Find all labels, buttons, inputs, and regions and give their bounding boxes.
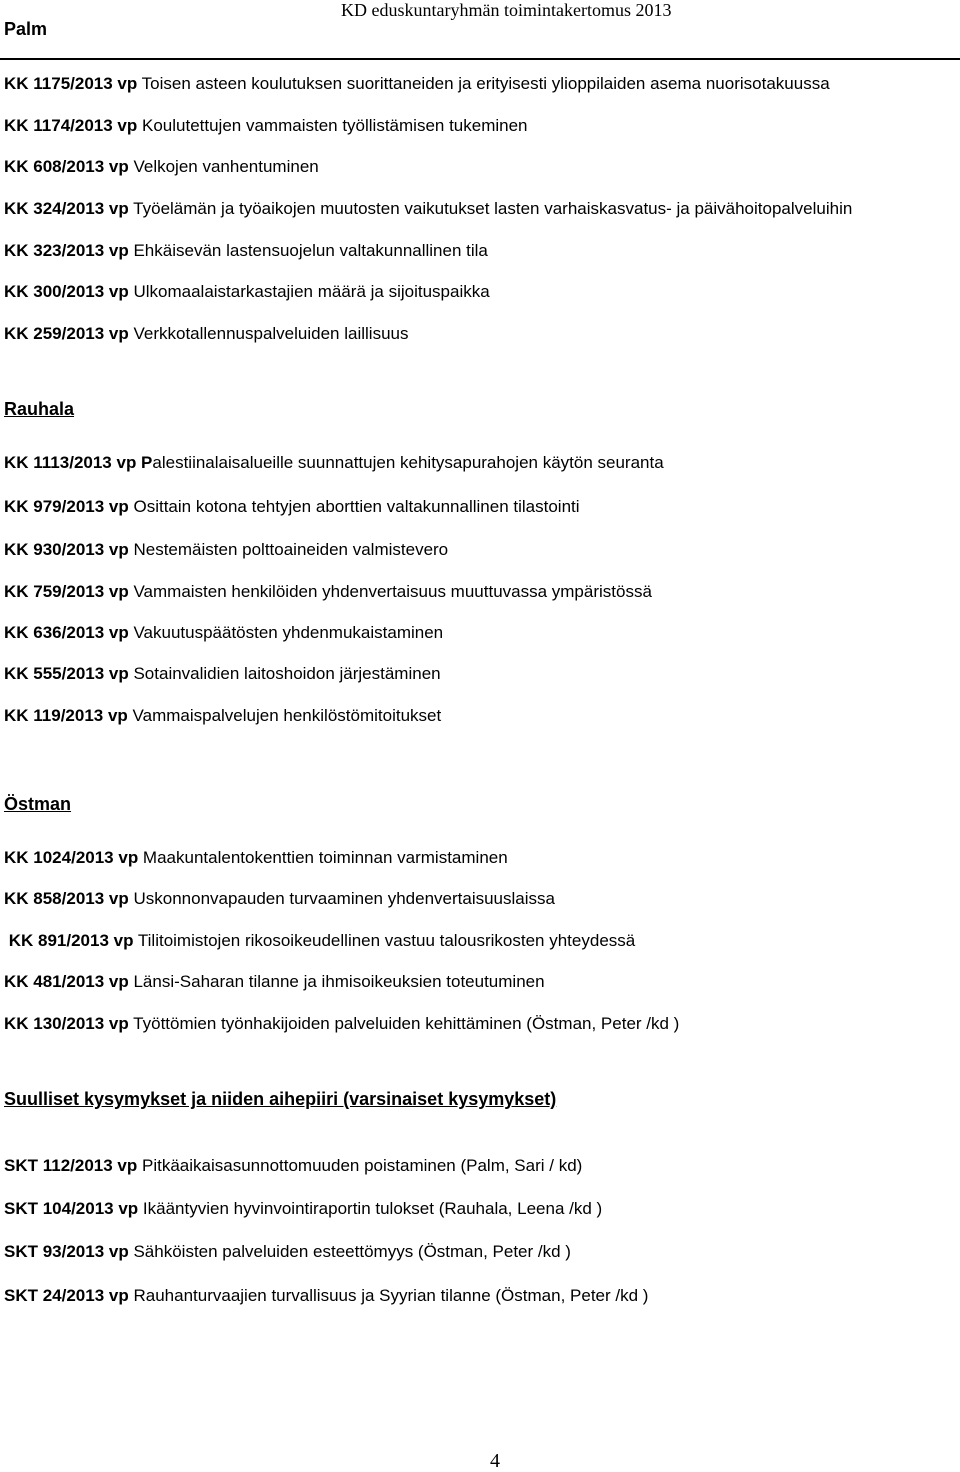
list-item [4, 73, 830, 95]
question-code: KK 481/2013 vp [4, 972, 129, 991]
question-code: KK 1113/2013 vp P [4, 453, 153, 472]
list-item [4, 281, 490, 303]
question-code: KK 891/2013 vp [4, 931, 134, 950]
question-code: KK 555/2013 vp [4, 664, 129, 683]
question-code: KK 759/2013 vp [4, 582, 129, 601]
list-item [4, 888, 555, 910]
list-item [4, 323, 408, 345]
list-item [4, 581, 652, 603]
list-item [4, 622, 443, 644]
question-code: KK 1024/2013 vp [4, 848, 139, 867]
question-code: SKT 93/2013 vp [4, 1242, 129, 1261]
list-item [4, 156, 319, 178]
question-title: Osittain kotona tehtyjen aborttien valtakunnallinen tilastointi [128, 497, 580, 516]
list-item [4, 1155, 582, 1177]
list-item [4, 847, 508, 869]
list-item [4, 452, 664, 474]
question-code: KK 300/2013 vp [4, 282, 129, 301]
header-document-title: KD eduskuntaryhmän toimintakertomus 2013 [341, 0, 672, 20]
question-code: KK 930/2013 vp [4, 540, 129, 559]
list-item [4, 240, 488, 262]
section-heading-oral-questions: Suulliset kysymykset ja niiden aihepiiri (varsinaiset kysymykset) [4, 1089, 557, 1109]
list-item [4, 1013, 679, 1035]
list-item [4, 1241, 571, 1263]
question-code: KK 1175/2013 vp [4, 74, 138, 93]
question-title: Ehkäisevän lastensuojelun valtakunnallinen tila [128, 241, 488, 260]
question-code: KK 858/2013 vp [4, 889, 129, 908]
header-divider [0, 58, 960, 60]
question-code: KK 130/2013 vp [4, 1014, 129, 1033]
list-item [4, 539, 448, 561]
question-title: Ulkomaalaistarkastajien määrä ja sijoituspaikka [128, 282, 490, 301]
section-heading-ostman: Östman [4, 794, 72, 814]
header-author-name: Palm [4, 19, 48, 39]
question-title: Vammaispalvelujen henkilöstömitoitukset [127, 706, 442, 725]
question-code: SKT 24/2013 vp [4, 1286, 129, 1305]
question-title: Ikääntyvien hyvinvointiraportin tulokset (Rauhala, Leena /kd ) [138, 1199, 603, 1218]
list-item [4, 198, 852, 220]
list-item [4, 663, 441, 685]
question-title: Pitkäaikaisasunnottomuuden poistaminen (Palm, Sari / kd) [137, 1156, 583, 1175]
section-heading-rauhala: Rauhala [4, 399, 75, 419]
question-title: Sotainvalidien laitoshoidon järjestäminen [128, 664, 441, 683]
question-code: KK 608/2013 vp [4, 157, 129, 176]
question-title: Velkojen vanhentuminen [128, 157, 319, 176]
question-title: alestiinalaisalueille suunnattujen kehitysapurahojen käytön seuranta [152, 453, 664, 472]
question-code: KK 323/2013 vp [4, 241, 129, 260]
question-code: KK 324/2013 vp [4, 199, 129, 218]
list-item [4, 1285, 648, 1307]
question-code: KK 979/2013 vp [4, 497, 129, 516]
question-title: Maakuntalentokenttien toiminnan varmistaminen [138, 848, 508, 867]
question-code: KK 1174/2013 vp [4, 116, 138, 135]
question-code: KK 119/2013 vp [4, 706, 128, 725]
list-item [4, 930, 635, 952]
page-number: 4 [490, 1450, 500, 1472]
question-title: Työelämän ja työaikojen muutosten vaikutukset lasten varhaiskasvatus- ja päivähoitopalveluihin [128, 199, 853, 218]
question-title: Koulutettujen vammaisten työllistämisen tukeminen [137, 116, 528, 135]
question-title: Länsi-Saharan tilanne ja ihmisoikeuksien toteutuminen [128, 972, 545, 991]
question-title: Vammaisten henkilöiden yhdenvertaisuus muuttuvassa ympäristössä [128, 582, 652, 601]
question-title: Vakuutuspäätösten yhdenmukaistaminen [128, 623, 444, 642]
question-code: KK 636/2013 vp [4, 623, 129, 642]
list-item [4, 496, 580, 518]
question-title: Verkkotallennuspalveluiden laillisuus [128, 324, 409, 343]
list-item [4, 971, 545, 993]
question-title: Rauhanturvaajien turvallisuus ja Syyrian tilanne (Östman, Peter /kd ) [128, 1286, 649, 1305]
question-title: Nestemäisten polttoaineiden valmistevero [128, 540, 449, 559]
question-code: KK 259/2013 vp [4, 324, 129, 343]
question-code: SKT 112/2013 vp [4, 1156, 138, 1175]
list-item [4, 1198, 602, 1220]
question-title: Työttömien työnhakijoiden palveluiden kehittäminen (Östman, Peter /kd ) [128, 1014, 680, 1033]
question-code: SKT 104/2013 vp [4, 1199, 139, 1218]
question-title: Sähköisten palveluiden esteettömyys (Östman, Peter /kd ) [128, 1242, 571, 1261]
question-title: Toisen asteen koulutuksen suorittaneiden ja erityisesti ylioppilaiden asema nuorisotakuussa [137, 74, 830, 93]
question-title: Uskonnonvapauden turvaaminen yhdenvertaisuuslaissa [128, 889, 555, 908]
list-item [4, 115, 528, 137]
list-item [4, 705, 441, 727]
question-title: Tilitoimistojen rikosoikeudellinen vastuu talousrikosten yhteydessä [133, 931, 636, 950]
